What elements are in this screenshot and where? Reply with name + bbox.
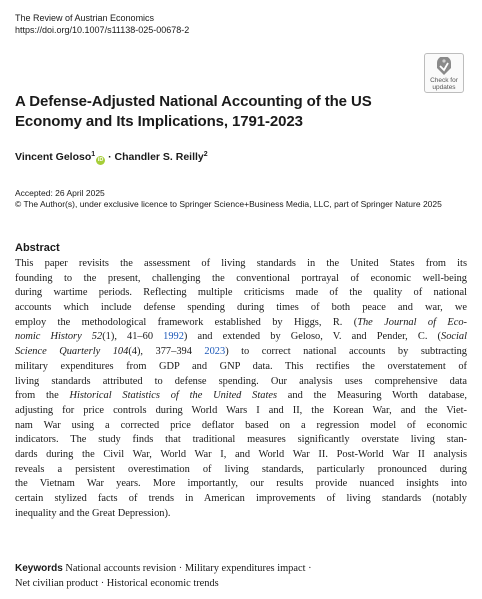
copyright-notice: © The Author(s), under exclusive licence to Springer Science+Business Media, LLC, part of Springer Nature 2025 [15,199,442,209]
citation-link[interactable]: 2023 [204,346,226,358]
abstract-line [15,330,467,345]
abstract-text: (4), 377–394 [128,346,205,358]
check-badge-line2: updates [432,84,456,91]
article-title [15,92,415,132]
keywords-line [15,561,312,576]
keywords-text: National accounts revision · Military expenditures impact · [65,563,312,574]
abstract-line [15,345,467,360]
author-name[interactable]: Chandler S. Reilly [114,151,204,163]
author-name[interactable]: Vincent Geloso [15,151,92,163]
journal-name: The Review of Austrian Economics [15,13,155,23]
keywords-line: Net civilian product · Historical economic trends [15,578,219,589]
title-line-1: A Defense-Adjusted National Accounting of the US [15,93,372,110]
journal-header [15,12,189,36]
abstract-line: indicators. The study finds that traditional measures significantly overstate living stan- [15,434,467,446]
abstract-line: founding to the present, challenging the conventional portrayal of economic well-being [15,272,467,284]
abstract-line: living standards attributed to defense spending. Our analysis uses comprehensive data [15,375,467,387]
abstract-text: employ the methodological framework established by Higgs, R. ( [15,316,358,328]
abstract-line: accounts which include defense spending during times of both peace and war, we [15,302,467,314]
check-for-updates-icon [435,57,453,77]
abstract-line [15,389,467,404]
abstract-line: reveals a persistent overestimation of living standards, particularly pronounced during [15,463,467,475]
abstract-body [15,257,467,521]
orcid-icon[interactable]: iD [97,157,104,163]
citation-journal: Science Quarterly 104 [15,346,129,358]
author-separator: · [105,151,115,163]
abstract-text: and the Measuring Worth database, [277,390,467,402]
affiliation-marker: 2 [203,151,208,158]
abstract-text: ) and extended by Geloso, V. and Pender, C. ( [183,331,442,343]
abstract-text: from the [15,390,70,402]
accepted-date: Accepted: 26 April 2025 [15,188,105,198]
citation-link[interactable]: 1992 [163,331,184,343]
abstract-line [15,316,467,331]
citation-source: Historical Statistics of the United States [69,390,277,402]
abstract-line: the Vietnam War years. More importantly, our results provide nuanced insights into [15,478,467,490]
keywords-label: Keywords [15,563,63,574]
abstract-line: during wartime periods. Reflecting multiple criticisms made of the quality of national [15,287,467,299]
doi-link[interactable]: https://doi.org/10.1007/s11138-025-00678-2 [15,25,190,35]
check-badge-line1: Check for [430,77,458,84]
abstract-text: (1), 41–60 [102,331,164,343]
abstract-line: inequality and the Great Depression). [15,507,171,519]
abstract-line: This paper revisits the assessment of living standards in the United States from its [15,258,467,269]
abstract-line: nam War using a corrected price deflator based on a regression model of economic [15,419,467,431]
author-list [15,151,208,165]
abstract-heading: Abstract [15,242,60,254]
abstract-line: dards during the Civil War, World War I, and World War II. Post-World War II analysis [15,448,467,460]
abstract-line: military expenditures from GDP and GNP data. This rectifies the overstatement of [15,360,467,372]
article-dates [15,188,442,210]
title-line-2: Economy and Its Implications, 1791-2023 [15,113,303,130]
check-for-updates-badge[interactable] [424,53,464,93]
abstract-text: ) to correct national accounts by subtracting [225,346,467,358]
abstract-line: adjusting for price controls during World Wars I and II, the Korean War, and the Viet- [15,404,467,416]
abstract-line: certain stylized facts of trends in American improvements of living standards (notably [15,493,467,504]
citation-journal: The Journal of Eco- [357,316,467,328]
affiliation-marker: 1 [91,151,96,158]
citation-journal: nomic History 52 [15,331,103,343]
citation-journal: Social [441,331,467,343]
keywords-section [15,561,312,591]
